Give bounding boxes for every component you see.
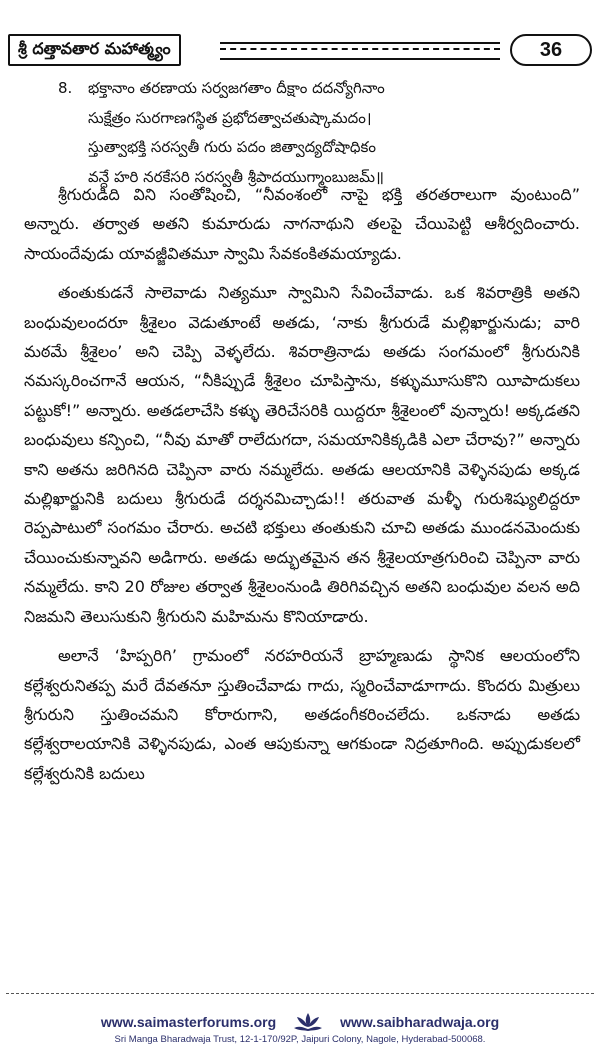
footer-links	[0, 1012, 600, 1032]
verse-line	[58, 104, 578, 134]
footer-divider	[6, 993, 594, 994]
sanskrit-verse	[58, 74, 578, 192]
publisher-address: Sri Manga Bharadwaja Trust, 12-1-170/92P, Jaipuri Colony, Nagole, Hyderabad-500068.	[114, 1034, 486, 1045]
paragraph: అలానే ‘హిప్పరిగి’ గ్రామంలో నరహరియనే బ్రాహ్మణుడు స్థానిక ఆలయంలోని కల్లేశ్వరునితప్ప మరే దేవతనూ స్తుతించేవాడు గాదు, స్మరించేవాడూగాదు. కొందరు మిత్రులు శ్రీగురుని స్తుతించమని కోరారుగాని, అతడంగీకరించలేదు. ఒకనాడు అతడు కల్లేశ్వరాలయానికి వెళ్ళినపుడు, ఎంత ఆపుకున్నా ఆగకుండా నిద్రతూగింది. అప్పుడుకలలో కల్లేశ్వరునికి బదులు	[24, 646, 580, 783]
header-decorative-rules	[220, 42, 500, 60]
verse-line	[58, 74, 578, 104]
book-title: శ్రీ దత్తావతార మహాత్మ్యం	[8, 34, 181, 66]
page-header	[8, 34, 592, 66]
verse-text: భక్తానాం తరణాయ సర్వజగతాం దీక్షాం దదన్యోగినాం	[88, 79, 385, 97]
verse-text: వన్దే హరి నరకేసరి సరస్వతీ శ్రీపాదయుగ్మాంబుజమ్॥	[88, 167, 385, 186]
verse-line	[58, 133, 578, 163]
verse-number: 8.	[58, 79, 73, 97]
page-footer	[0, 1008, 600, 1052]
page-number: 36	[510, 34, 592, 66]
lotus-emblem-icon	[290, 1012, 326, 1032]
paragraph: శ్రీగురుడిది విని సంతోషించి, “నీవంశంలో నాపై భక్తి తరతరాలుగా వుంటుంది” అన్నారు. తర్వాత అతని కుమారుడు నాగనాథుని తలపై చేయిపెట్టి ఆశీర్వదించారు. సాయందేవుడు యావజ్జీవితమూ స్వామి సేవకంకితమయ్యాడు.	[24, 185, 580, 263]
verse-text: స్తుత్వాభక్తి సరస్వతీ గురు పదం జిత్వాద్యదోషాధికం	[88, 138, 376, 157]
website-link-right[interactable]: www.saibharadwaja.org	[340, 1014, 500, 1030]
body-text	[24, 180, 580, 798]
website-link-left[interactable]: www.saimasterforums.org	[100, 1014, 277, 1030]
verse-text: సుక్షేత్రం సురగాణగస్థిత ప్రభోదత్వాచతుష్కామదం।	[88, 108, 372, 127]
paragraph: తంతుకుడనే సాలెవాడు నిత్యమూ స్వామిని సేవించేవాడు. ఒక శివరాత్రికి అతని బంధువులందరూ శ్రీశైలం వెడుతూంటే అతడు, ‘నాకు శ్రీగురుడే మల్లిఖార్జునుడు; వారి మఠమే శ్రీశైలం’ అని చెప్పి వెళ్ళలేదు. శివరాత్రినాడు అతడు సంగమంలో శ్రీగురునికి నమస్కరించగానే ఆయన, “నీకిప్పుడే శ్రీశైలం చూపిస్తాను, కళ్ళుమూసుకొని యీపాదుకలు పట్టుకో!” అన్నారు. అతడలాచేసి కళ్ళు తెరిచేసరికి యిద్దరూ శ్రీశైలంలో వున్నారు! అక్కడతని బంధువులు కన్పించి, “నీవు మాతో రాలేదుగదా, సమయానికిక్కడికి ఎలా చేరావు?” అన్నారు కాని అతను జరిగినది చెప్పినా వారు నమ్మలేదు. అతడు ఆలయానికి వెళ్ళినపుడు అక్కడ మల్లిఖార్జునికి బదులు శ్రీగురుడే దర్శనమిచ్చాడు!! తరువాత మళ్ళీ గురుశిష్యులిద్దరూ రెప్పపాటులో సంగమం చేరారు. అచటి భక్తులు తంతుకుని చూచి అతడు ముండనమెందుకు చేయించుకున్నావని అడిగారు. అతడు అద్భుతమైన తన శ్రీశైలయాత్రగురించి చెప్పినా వారు నమ్మలేదు. కాని 20 రోజుల తర్వాత శ్రీశైలంనుండి తిరిగివచ్చిన అతని బంధువుల వలన అది నిజమని తెలుసుకుని శ్రీగురుని మహిమను కొనియాడారు.	[24, 283, 581, 626]
